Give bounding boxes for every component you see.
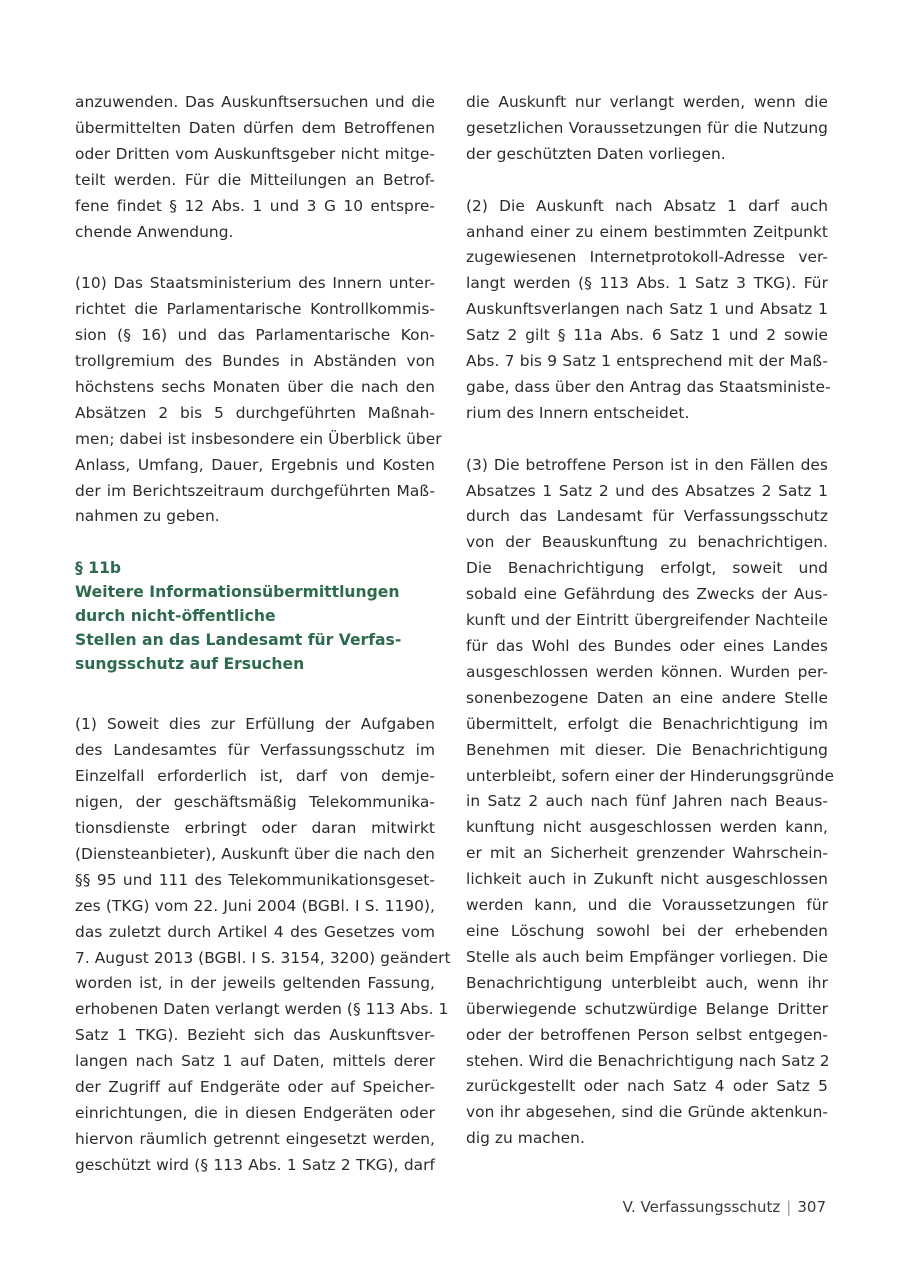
text-line: tionsdienste erbringt oder daran mitwirkt <box>75 819 435 838</box>
text-line: hiervon räumlich getrennt eingesetzt werden, <box>75 1129 435 1148</box>
text-line: Benachrichtigung unterbleibt auch, wenn ihr <box>466 973 828 992</box>
text-line: geschützt wird (§ 113 Abs. 1 Satz 2 TKG), darf <box>75 1155 435 1174</box>
text-line: erhobenen Daten verlangt werden (§ 113 Abs. 1 <box>75 1000 449 1019</box>
text-line: Abs. 7 bis 9 Satz 1 entsprechend mit der Maß- <box>466 352 828 371</box>
text-line: oder Dritten vom Auskunftsgeber nicht mitge- <box>75 144 435 163</box>
right-column <box>466 90 834 1152</box>
text-line: 7. August 2013 (BGBl. I S. 3154, 3200) geändert <box>75 948 451 967</box>
section-title-line: Weitere Informationsübermittlungen <box>75 583 400 602</box>
text-line: zurückgestellt oder nach Satz 4 oder Satz 5 <box>466 1077 828 1096</box>
text-line: der Zugriff auf Endgeräte oder auf Speicher- <box>75 1078 435 1097</box>
text-line: der geschützten Daten vorliegen. <box>466 144 726 163</box>
text-line: ausgeschlossen werden können. Wurden per- <box>466 662 828 681</box>
text-line: gabe, dass über den Antrag das Staatsministe- <box>466 377 831 396</box>
text-line: Einzelfall erforderlich ist, darf von demje- <box>75 767 435 786</box>
footer-section-label: V. Verfassungsschutz <box>622 1198 781 1216</box>
text-line: die Auskunft nur verlangt werden, wenn die <box>466 93 828 111</box>
text-line: des Landesamtes für Verfassungsschutz im <box>75 741 435 760</box>
text-line: der im Berichtszeitraum durchgeführten Maß- <box>75 481 435 500</box>
text-line: anhand einer zu einem bestimmten Zeitpunkt <box>466 222 828 241</box>
text-line: fene findet § 12 Abs. 1 und 3 G 10 entspre- <box>75 196 435 215</box>
text-line: dig zu machen. <box>466 1129 585 1148</box>
text-line: men; dabei ist insbesondere ein Überblick über <box>75 429 442 448</box>
text-line: teilt werden. Für die Mitteilungen an Betrof- <box>75 170 435 189</box>
text-line: lichkeit auch in Zukunft nicht ausgeschlossen <box>466 870 828 889</box>
text-line: Stelle als auch beim Empfänger vorliegen. Die <box>466 947 828 966</box>
text-line: oder der betroffenen Person selbst entgegen- <box>466 1025 828 1044</box>
text-line: trollgremium des Bundes in Abständen von <box>75 352 435 371</box>
section-title-line: sungsschutz auf Ersuchen <box>75 655 305 674</box>
right-paragraph-3 <box>466 453 834 1152</box>
text-line: rium des Innern entscheidet. <box>466 403 690 422</box>
text-line: worden ist, in der jeweils geltenden Fassung, <box>75 974 435 993</box>
text-line: sion (§ 16) und das Parlamentarische Kon- <box>75 326 435 345</box>
text-line: unterbleibt, sofern einer der Hinderungsgründe <box>466 766 834 785</box>
text-line: Auskunftsverlangen nach Satz 1 und Absatz 1 <box>466 300 828 319</box>
left-paragraph-1 <box>75 90 435 245</box>
text-line: das zuletzt durch Artikel 4 des Gesetzes vom <box>75 922 435 941</box>
text-line: er mit an Sicherheit grenzender Wahrschein- <box>466 844 828 863</box>
text-line: chende Anwendung. <box>75 222 234 241</box>
section-heading <box>75 556 435 676</box>
text-line: für das Wohl des Bundes oder eines Landes <box>466 637 828 655</box>
left-paragraph-2 <box>75 271 442 530</box>
section-title-line: Stellen an das Landesamt für Verfas- <box>75 631 402 650</box>
text-line: höchstens sechs Monaten über die nach den <box>75 377 435 396</box>
text-line: Absatzes 1 Satz 2 und des Absatzes 2 Satz 1 <box>466 481 828 500</box>
text-line: von der Beauskunftung zu benachrichtigen. <box>466 533 828 552</box>
left-paragraph-3 <box>75 712 451 1178</box>
text-line: sonenbezogene Daten an eine andere Stelle <box>466 688 828 707</box>
text-line: durch das Landesamt für Verfassungsschutz <box>466 507 828 526</box>
footer-separator: | <box>786 1198 792 1216</box>
text-line: von ihr abgesehen, sind die Gründe aktenkun- <box>466 1103 828 1122</box>
left-column <box>75 90 451 1179</box>
text-line: kunftung nicht ausgeschlossen werden kann, <box>466 818 828 837</box>
text-line: Anlass, Umfang, Dauer, Ergebnis und Kosten <box>75 455 435 474</box>
text-line: (2) Die Auskunft nach Absatz 1 darf auch <box>466 196 828 215</box>
right-paragraph-2 <box>466 194 831 427</box>
text-line: eine Löschung sowohl bei der erhebenden <box>466 921 828 940</box>
text-line: in Satz 2 auch nach fünf Jahren nach Beaus- <box>466 792 828 811</box>
text-line: gesetzlichen Voraussetzungen für die Nutzung <box>466 118 828 137</box>
text-line: kunft und der Eintritt übergreifender Nachteile <box>466 611 828 630</box>
text-line: Benehmen mit dieser. Die Benachrichtigung <box>466 740 828 759</box>
text-line: richtet die Parlamentarische Kontrollkommis- <box>75 300 435 319</box>
text-line: übermittelten Daten dürfen dem Betroffenen <box>75 118 435 137</box>
text-line: zes (TKG) vom 22. Juni 2004 (BGBl. I S. 1190), <box>75 896 435 915</box>
text-line: (Diensteanbieter), Auskunft über die nach den <box>75 844 435 863</box>
text-line: langen nach Satz 1 auf Daten, mittels derer <box>75 1052 435 1071</box>
text-line: (1) Soweit dies zur Erfüllung der Aufgaben <box>75 715 435 734</box>
text-line: Die Benachrichtigung erfolgt, soweit und <box>466 559 828 578</box>
text-line: sobald eine Gefährdung des Zwecks der Aus- <box>466 585 828 604</box>
text-line: überwiegende schutzwürdige Belange Dritter <box>466 999 828 1018</box>
text-line: übermittelt, erfolgt die Benachrichtigung im <box>466 714 828 733</box>
text-line: stehen. Wird die Benachrichtigung nach Satz 2 <box>466 1051 830 1070</box>
text-line: werden kann, und die Voraussetzungen für <box>466 896 828 915</box>
text-line: nigen, der geschäftsmäßig Telekommunika- <box>75 793 435 812</box>
page-footer <box>623 1198 826 1216</box>
right-paragraph-1 <box>466 90 828 168</box>
section-number: § 11b <box>75 559 122 578</box>
text-line: anzuwenden. Das Auskunftsersuchen und die <box>75 93 435 111</box>
text-line: (10) Das Staatsministerium des Innern unter- <box>75 274 435 293</box>
text-line: zugewiesenen Internetprotokoll-Adresse ver- <box>466 248 828 267</box>
text-line: Satz 1 TKG). Bezieht sich das Auskunftsver- <box>75 1026 435 1045</box>
page-number: 307 <box>797 1198 826 1216</box>
text-line: Satz 2 gilt § 11a Abs. 6 Satz 1 und 2 sowie <box>466 326 828 345</box>
text-line: einrichtungen, die in diesen Endgeräten oder <box>75 1103 435 1122</box>
text-line: §§ 95 und 111 des Telekommunikationsgeset- <box>75 870 435 889</box>
text-line: nahmen zu geben. <box>75 507 220 526</box>
text-line: Absätzen 2 bis 5 durchgeführten Maßnah- <box>75 403 435 422</box>
text-line: (3) Die betroffene Person ist in den Fällen des <box>466 455 828 474</box>
section-title-line: durch nicht-öffentliche <box>75 607 276 626</box>
text-line: langt werden (§ 113 Abs. 1 Satz 3 TKG). Für <box>466 274 828 293</box>
